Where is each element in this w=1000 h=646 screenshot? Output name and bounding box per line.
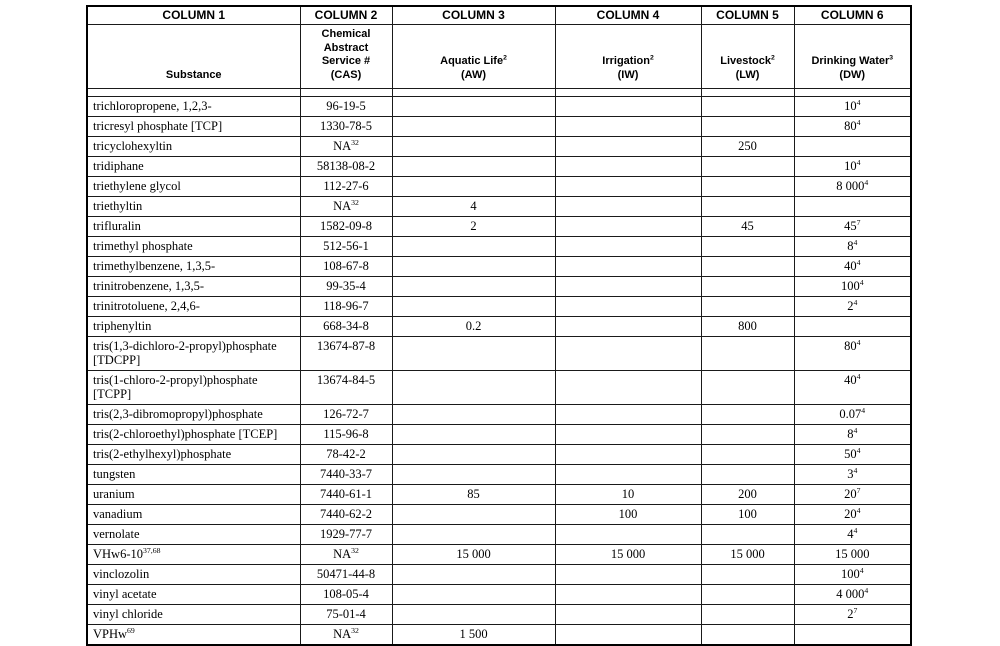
substance-cell: triethyltin — [87, 197, 300, 217]
table-row — [87, 337, 911, 371]
irrigation-cell — [555, 197, 701, 217]
livestock-cell: 250 — [701, 137, 794, 157]
table-row — [87, 605, 911, 625]
cas-cell: 13674-84-5 — [300, 371, 392, 405]
substance-cell: tris(1,3-dichloro-2-propyl)phosphate [TDCPP] — [87, 337, 300, 371]
irrigation-cell — [555, 137, 701, 157]
aquatic-life-cell — [392, 425, 555, 445]
header-drinking-water: Drinking Water$^3$ (DW) — [794, 25, 911, 89]
aquatic-life-cell: 0.2 — [392, 317, 555, 337]
aquatic-life-cell — [392, 137, 555, 157]
cas-cell: 512-56-1 — [300, 237, 392, 257]
table-row — [87, 97, 911, 117]
table-row — [87, 297, 911, 317]
spacer-row — [87, 89, 911, 97]
irrigation-cell: 15 000 — [555, 545, 701, 565]
cas-cell: NA$^{32}$ — [300, 137, 392, 157]
drinking-water-cell — [794, 317, 911, 337]
substance-cell: triphenyltin — [87, 317, 300, 337]
substance-cell: tris(2-ethylhexyl)phosphate — [87, 445, 300, 465]
column-label-3: COLUMN 3 — [392, 6, 555, 25]
header-aquatic-life: Aquatic Life$^2$ (AW) — [392, 25, 555, 89]
substance-cell: tungsten — [87, 465, 300, 485]
table-row — [87, 625, 911, 646]
cas-cell: 668-34-8 — [300, 317, 392, 337]
table-row — [87, 257, 911, 277]
table-row — [87, 505, 911, 525]
irrigation-cell — [555, 97, 701, 117]
cas-cell: 115-96-8 — [300, 425, 392, 445]
irrigation-cell — [555, 117, 701, 137]
substance-cell: tridiphane — [87, 157, 300, 177]
table-row — [87, 525, 911, 545]
cas-cell: 78-42-2 — [300, 445, 392, 465]
livestock-cell — [701, 277, 794, 297]
drinking-water-cell — [794, 197, 911, 217]
irrigation-cell — [555, 257, 701, 277]
substance-cell: trimethyl phosphate — [87, 237, 300, 257]
cas-cell: 108-67-8 — [300, 257, 392, 277]
drinking-water-cell: $100^4$ — [794, 277, 911, 297]
column-label-5: COLUMN 5 — [701, 6, 794, 25]
drinking-water-cell: 0.07$^4$ — [794, 405, 911, 425]
drinking-water-cell: $2^4$ — [794, 297, 911, 317]
irrigation-cell — [555, 445, 701, 465]
drinking-water-cell — [794, 625, 911, 646]
drinking-water-cell: 4 $000^4$ — [794, 585, 911, 605]
irrigation-cell — [555, 585, 701, 605]
table-row — [87, 237, 911, 257]
drinking-water-cell: $3^4$ — [794, 465, 911, 485]
cas-cell: 58138-08-2 — [300, 157, 392, 177]
livestock-cell — [701, 237, 794, 257]
cas-cell: 75-01-4 — [300, 605, 392, 625]
drinking-water-cell — [794, 137, 911, 157]
livestock-cell — [701, 257, 794, 277]
cas-cell: NA$^{32}$ — [300, 545, 392, 565]
cas-cell: 13674-87-8 — [300, 337, 392, 371]
cas-cell: 50471-44-8 — [300, 565, 392, 585]
irrigation-cell — [555, 525, 701, 545]
livestock-cell — [701, 625, 794, 646]
water-quality-guidelines-table — [86, 5, 912, 646]
substance-cell: vinyl acetate — [87, 585, 300, 605]
aquatic-life-cell — [392, 405, 555, 425]
livestock-cell — [701, 405, 794, 425]
livestock-cell — [701, 465, 794, 485]
drinking-water-cell: $2^7$ — [794, 605, 911, 625]
drinking-water-cell: $10^4$ — [794, 157, 911, 177]
livestock-cell — [701, 177, 794, 197]
substance-cell: VPHw$^{69}$ — [87, 625, 300, 646]
substance-cell: uranium — [87, 485, 300, 505]
cas-cell: 96-19-5 — [300, 97, 392, 117]
cas-cell: NA$^{32}$ — [300, 197, 392, 217]
livestock-cell: 100 — [701, 505, 794, 525]
substance-cell: tris(2-chloroethyl)phosphate [TCEP] — [87, 425, 300, 445]
substance-cell: VHw6-10$^{37,68}$ — [87, 545, 300, 565]
substance-cell: tricyclohexyltin — [87, 137, 300, 157]
cas-cell: 1582-09-8 — [300, 217, 392, 237]
livestock-cell: 15 000 — [701, 545, 794, 565]
aquatic-life-cell — [392, 445, 555, 465]
spacer-cell — [794, 89, 911, 97]
irrigation-cell — [555, 625, 701, 646]
substance-cell: vanadium — [87, 505, 300, 525]
aquatic-life-cell — [392, 465, 555, 485]
table-row — [87, 405, 911, 425]
spacer-cell — [555, 89, 701, 97]
cas-cell: 112-27-6 — [300, 177, 392, 197]
substance-cell: trimethylbenzene, 1,3,5- — [87, 257, 300, 277]
irrigation-cell — [555, 425, 701, 445]
column-label-2: COLUMN 2 — [300, 6, 392, 25]
table-row — [87, 277, 911, 297]
column-label-6: COLUMN 6 — [794, 6, 911, 25]
header-substance: Substance — [87, 25, 300, 89]
aquatic-life-cell — [392, 585, 555, 605]
header-livestock: Livestock$^2$ (LW) — [701, 25, 794, 89]
irrigation-cell — [555, 297, 701, 317]
substance-cell: trinitrobenzene, 1,3,5- — [87, 277, 300, 297]
aquatic-life-cell — [392, 525, 555, 545]
table-row — [87, 317, 911, 337]
table-row — [87, 117, 911, 137]
drinking-water-cell: $100^4$ — [794, 565, 911, 585]
aquatic-life-cell — [392, 177, 555, 197]
livestock-cell — [701, 525, 794, 545]
irrigation-cell — [555, 157, 701, 177]
aquatic-life-cell: 1 500 — [392, 625, 555, 646]
drinking-water-cell: $40^4$ — [794, 371, 911, 405]
header-irrigation: Irrigation$^2$ (IW) — [555, 25, 701, 89]
aquatic-life-cell — [392, 297, 555, 317]
table-row — [87, 585, 911, 605]
table-row — [87, 177, 911, 197]
guideline-table-container — [86, 5, 912, 646]
spacer-cell — [701, 89, 794, 97]
substance-cell: triethylene glycol — [87, 177, 300, 197]
table-body — [87, 89, 911, 646]
spacer-cell — [392, 89, 555, 97]
drinking-water-cell: 8 $000^4$ — [794, 177, 911, 197]
drinking-water-cell: $4^4$ — [794, 525, 911, 545]
substance-cell: trifluralin — [87, 217, 300, 237]
livestock-cell — [701, 97, 794, 117]
table-row — [87, 565, 911, 585]
livestock-cell — [701, 197, 794, 217]
column-label-row — [87, 6, 911, 25]
substance-cell: vinyl chloride — [87, 605, 300, 625]
cas-cell: 1330-78-5 — [300, 117, 392, 137]
aquatic-life-cell — [392, 97, 555, 117]
livestock-cell — [701, 445, 794, 465]
irrigation-cell — [555, 565, 701, 585]
cas-cell: 7440-62-2 — [300, 505, 392, 525]
livestock-cell — [701, 585, 794, 605]
table-row — [87, 217, 911, 237]
cas-cell: 118-96-7 — [300, 297, 392, 317]
irrigation-cell — [555, 237, 701, 257]
livestock-cell — [701, 371, 794, 405]
irrigation-cell: 10 — [555, 485, 701, 505]
drinking-water-cell: $20^7$ — [794, 485, 911, 505]
table-header — [87, 6, 911, 89]
aquatic-life-cell — [392, 505, 555, 525]
irrigation-cell — [555, 371, 701, 405]
aquatic-life-cell — [392, 237, 555, 257]
table-row — [87, 485, 911, 505]
table-row — [87, 545, 911, 565]
irrigation-cell — [555, 177, 701, 197]
irrigation-cell — [555, 317, 701, 337]
livestock-cell — [701, 605, 794, 625]
header-cas: Chemical Abstract Service # (CAS) — [300, 25, 392, 89]
table-row — [87, 137, 911, 157]
aquatic-life-cell — [392, 371, 555, 405]
aquatic-life-cell — [392, 257, 555, 277]
drinking-water-cell: $40^4$ — [794, 257, 911, 277]
substance-cell: vinclozolin — [87, 565, 300, 585]
aquatic-life-cell — [392, 337, 555, 371]
irrigation-cell — [555, 217, 701, 237]
substance-cell: vernolate — [87, 525, 300, 545]
table-row — [87, 371, 911, 405]
column-label-1: COLUMN 1 — [87, 6, 300, 25]
aquatic-life-cell: 2 — [392, 217, 555, 237]
table-row — [87, 197, 911, 217]
drinking-water-cell: $50^4$ — [794, 445, 911, 465]
drinking-water-cell: $45^7$ — [794, 217, 911, 237]
livestock-cell: 45 — [701, 217, 794, 237]
aquatic-life-cell — [392, 565, 555, 585]
column-label-4: COLUMN 4 — [555, 6, 701, 25]
livestock-cell — [701, 425, 794, 445]
substance-cell: trinitrotoluene, 2,4,6- — [87, 297, 300, 317]
irrigation-cell — [555, 605, 701, 625]
livestock-cell: 200 — [701, 485, 794, 505]
table-row — [87, 465, 911, 485]
cas-cell: NA$^{32}$ — [300, 625, 392, 646]
livestock-cell — [701, 337, 794, 371]
cas-cell: 126-72-7 — [300, 405, 392, 425]
drinking-water-cell: 15 000 — [794, 545, 911, 565]
drinking-water-cell: $10^4$ — [794, 97, 911, 117]
drinking-water-cell: $80^4$ — [794, 117, 911, 137]
aquatic-life-cell: 85 — [392, 485, 555, 505]
irrigation-cell: 100 — [555, 505, 701, 525]
drinking-water-cell: $8^4$ — [794, 237, 911, 257]
drinking-water-cell: $20^4$ — [794, 505, 911, 525]
sub-header-row — [87, 25, 911, 89]
livestock-cell — [701, 117, 794, 137]
aquatic-life-cell — [392, 157, 555, 177]
aquatic-life-cell — [392, 117, 555, 137]
livestock-cell — [701, 297, 794, 317]
livestock-cell — [701, 565, 794, 585]
aquatic-life-cell: 4 — [392, 197, 555, 217]
cas-cell: 1929-77-7 — [300, 525, 392, 545]
spacer-cell — [300, 89, 392, 97]
spacer-cell — [87, 89, 300, 97]
livestock-cell — [701, 157, 794, 177]
substance-cell: trichloropropene, 1,2,3- — [87, 97, 300, 117]
irrigation-cell — [555, 405, 701, 425]
aquatic-life-cell — [392, 277, 555, 297]
aquatic-life-cell: 15 000 — [392, 545, 555, 565]
cas-cell: 7440-61-1 — [300, 485, 392, 505]
cas-cell: 99-35-4 — [300, 277, 392, 297]
table-row — [87, 445, 911, 465]
drinking-water-cell: $8^4$ — [794, 425, 911, 445]
substance-cell: tris(2,3-dibromopropyl)phosphate — [87, 405, 300, 425]
substance-cell: tris(1-chloro-2-propyl)phosphate [TCPP] — [87, 371, 300, 405]
livestock-cell: 800 — [701, 317, 794, 337]
table-row — [87, 425, 911, 445]
irrigation-cell — [555, 337, 701, 371]
table-row — [87, 157, 911, 177]
cas-cell: 7440-33-7 — [300, 465, 392, 485]
irrigation-cell — [555, 277, 701, 297]
aquatic-life-cell — [392, 605, 555, 625]
drinking-water-cell: $80^4$ — [794, 337, 911, 371]
cas-cell: 108-05-4 — [300, 585, 392, 605]
substance-cell: tricresyl phosphate [TCP] — [87, 117, 300, 137]
irrigation-cell — [555, 465, 701, 485]
